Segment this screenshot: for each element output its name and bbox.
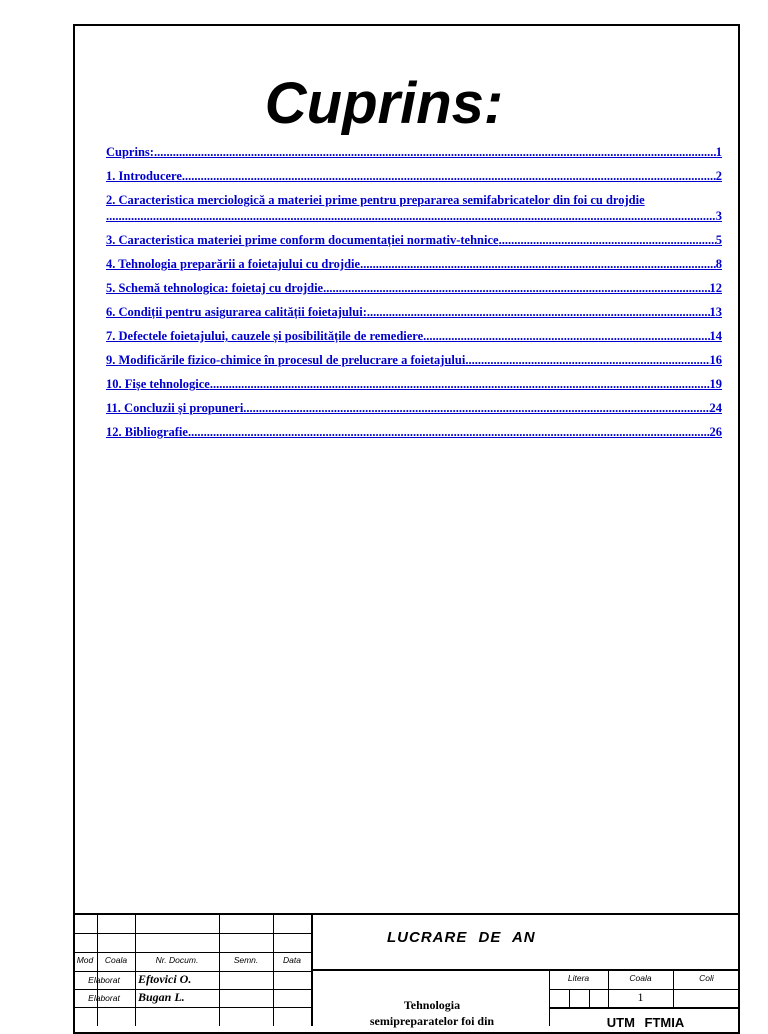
toc-entry-page: 1 [715, 145, 722, 159]
stamp-name: Eftovici O. [138, 972, 192, 986]
toc-entry-concluzii[interactable] [106, 400, 722, 416]
toc-entry-fise[interactable] [106, 376, 722, 392]
toc-entry-text: 9. Modificările fizico-chimice în procesul de prelucrare a foietajului [106, 353, 466, 367]
toc-entry-caracteristica-merciologica[interactable] [106, 192, 722, 224]
stamp-topic-line1: Tehnologia [403, 998, 461, 1012]
stamp-header-nr-docum: Nr. Docum. [155, 955, 199, 965]
title-block-stamp [73, 913, 740, 1030]
stamp-header-data: Data [283, 955, 301, 965]
toc-entry-page: 24 [709, 401, 722, 415]
stamp-header-mod: Mod [76, 955, 94, 965]
toc-entry-schema[interactable] [106, 280, 722, 296]
toc-entry-page: 26 [709, 425, 722, 439]
stamp-role: Elaborat [88, 975, 120, 985]
toc-entry-modificarile[interactable] [106, 352, 722, 368]
stamp-coala-value: 1 [637, 990, 644, 1004]
toc-entry-text: 12. Bibliografie [106, 425, 188, 439]
toc-entry-page: 3 [715, 209, 722, 223]
toc-entry-text: 10. Fișe tehnologice [106, 377, 210, 391]
toc-entry-text: 6. Condiții pentru asigurarea calității foietajului: [106, 305, 367, 319]
toc-entry-page: 16 [709, 353, 722, 367]
toc-entry-text: Cuprins: [106, 145, 154, 159]
toc-entry-page: 5 [715, 233, 722, 247]
toc-entry-page: 8 [715, 257, 722, 271]
toc-entry-page: 19 [709, 377, 722, 391]
stamp-institution: UTM FTMIA [606, 1015, 685, 1030]
stamp-coala-label: Coala [629, 973, 652, 983]
toc-entry-text: 5. Schemă tehnologica: foietaj cu drojdie [106, 281, 324, 295]
toc-entry-page: 13 [709, 305, 722, 319]
toc-entry-caracteristica-materiei[interactable] [106, 232, 722, 248]
toc-entry-page: 14 [709, 329, 722, 343]
toc-entry-introducere[interactable] [106, 168, 722, 184]
toc-entry-text: 4. Tehnologia preparării a foietajului cu drojdie [106, 257, 361, 271]
toc-entry-page: 2 [715, 169, 722, 183]
stamp-coli-label: Coli [699, 973, 714, 983]
work-type-title: LUCRARE DE AN [387, 929, 536, 946]
stamp-name: Bugan L. [138, 990, 185, 1004]
stamp-topic-line2: semipreparatelor foi din [369, 1014, 495, 1028]
toc-entry-defectele[interactable] [106, 328, 722, 344]
toc-entry-text: 2. Caracteristica merciologică a materiei prime pentru prepararea semifabricatelor din foi cu drojdie [106, 193, 645, 207]
stamp-header-coala: Coala [104, 955, 128, 965]
toc-entry-tehnologia[interactable] [106, 256, 722, 272]
stamp-role: Elaborat [88, 993, 120, 1003]
toc-entry-page: 12 [709, 281, 722, 295]
toc-entry-cuprins[interactable] [106, 144, 722, 160]
table-of-contents [106, 144, 722, 448]
toc-entry-text: 11. Concluzii și propuneri [106, 401, 244, 415]
stamp-litera-label: Litera [567, 973, 590, 983]
toc-entry-text: 1. Introducere [106, 169, 182, 183]
page-title: Cuprins: [264, 71, 504, 136]
stamp-header-semn: Semn. [233, 955, 259, 965]
toc-entry-text: 7. Defectele foietajului, cauzele și posibilitățile de remediere [106, 329, 424, 343]
toc-entry-text: 3. Caracteristica materiei prime conform documentației normativ-tehnice [106, 233, 499, 247]
stamp-topic [313, 997, 551, 1029]
toc-entry-bibliografie[interactable] [106, 424, 722, 440]
toc-entry-conditii[interactable] [106, 304, 722, 320]
